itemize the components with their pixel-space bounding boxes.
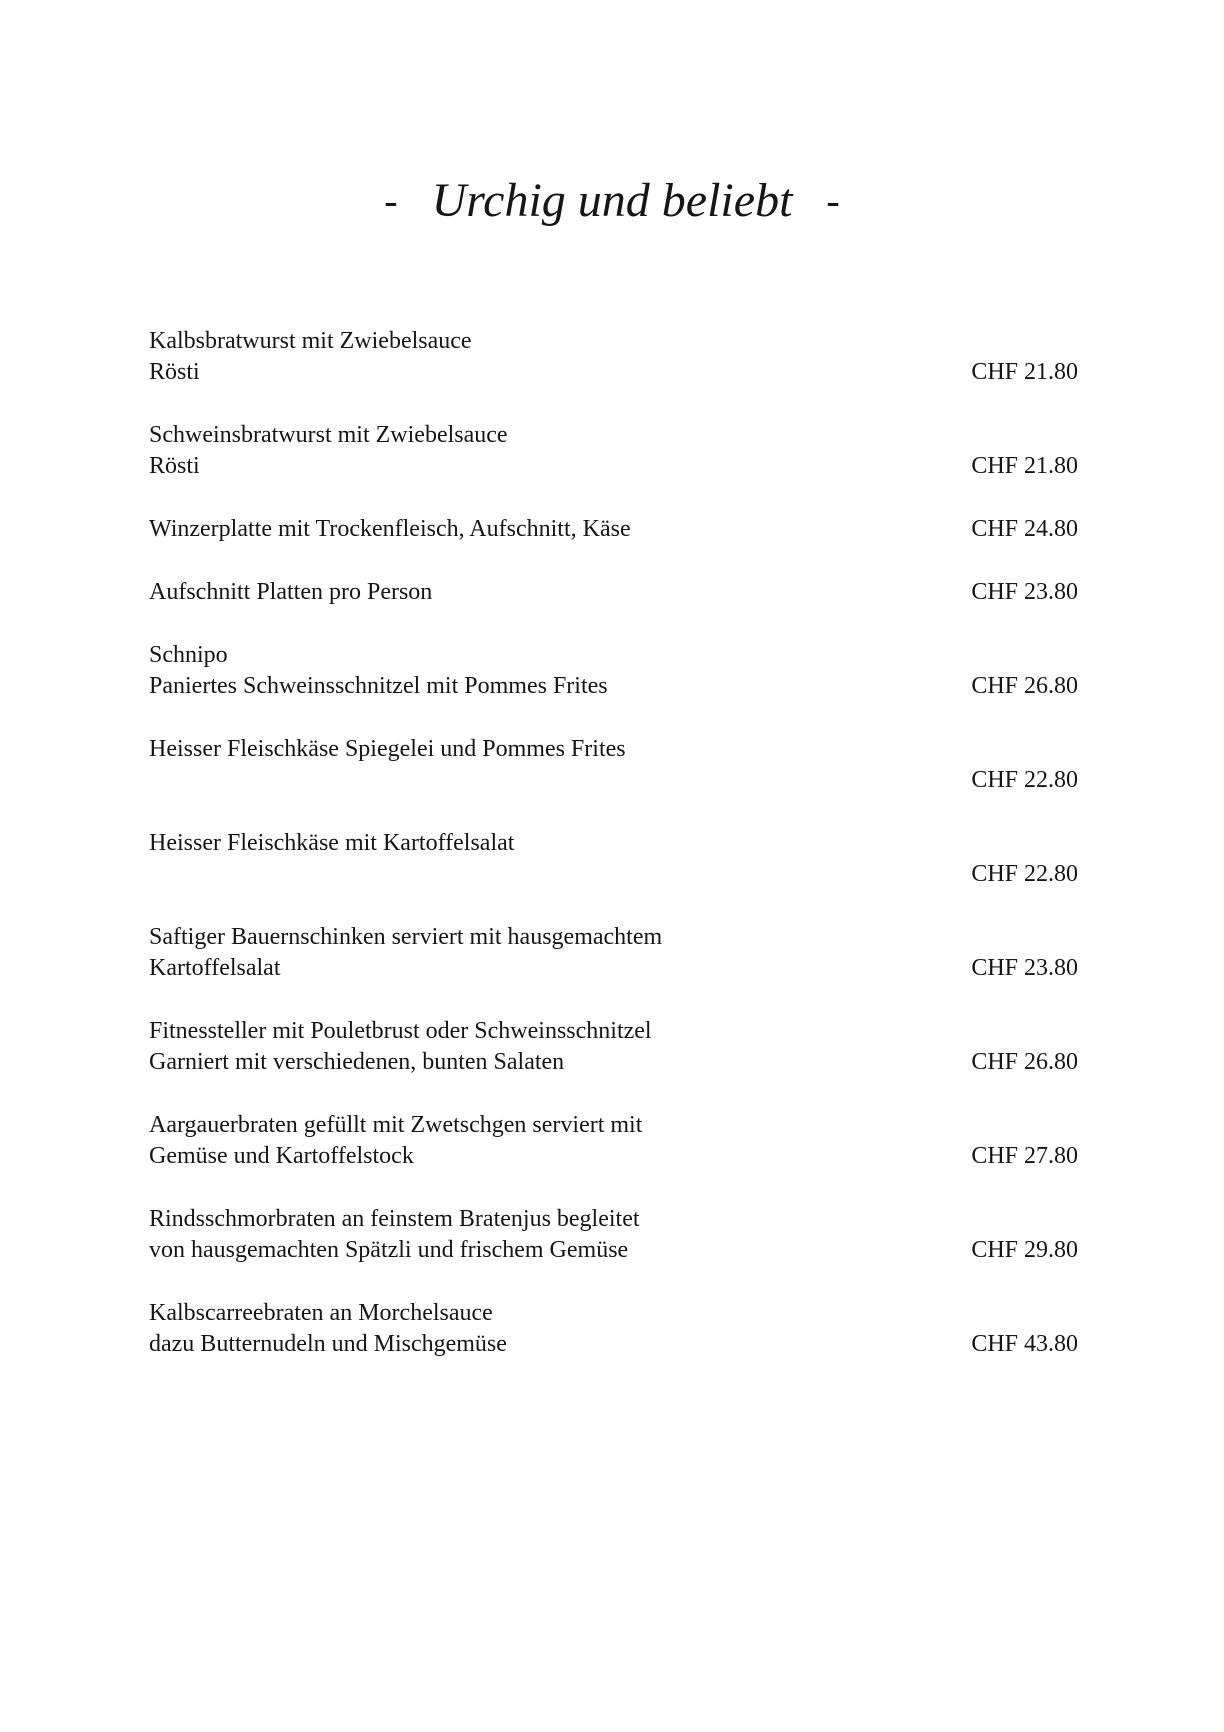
menu-item-price: CHF 22.80 xyxy=(971,766,1078,793)
menu-item-line: Aufschnitt Platten pro Person xyxy=(149,578,433,605)
menu-item-line: Heisser Fleischkäse mit Kartoffelsalat xyxy=(149,829,515,856)
menu-item-line: Winzerplatte mit Trockenfleisch, Aufschnitt, Käse xyxy=(149,515,631,542)
menu-item-line: von hausgemachten Spätzli und frischem Gemüse xyxy=(149,1236,629,1263)
menu-item xyxy=(149,1016,1078,1078)
menu-item-description xyxy=(149,922,947,984)
menu-item xyxy=(149,734,1078,796)
menu-item-line: Saftiger Bauernschinken serviert mit hausgemachtem xyxy=(149,923,663,950)
menu-item-spacer-line xyxy=(149,765,947,796)
menu-item-description xyxy=(149,734,947,796)
menu-item-line: Rösti xyxy=(149,358,200,385)
menu-item-line: Schnipo xyxy=(149,641,228,668)
menu-item xyxy=(149,326,1078,388)
menu-item-price: CHF 24.80 xyxy=(971,515,1078,542)
menu-item-price: CHF 26.80 xyxy=(971,672,1078,699)
menu-item-description xyxy=(149,640,947,702)
menu-item-line: Kartoffelsalat xyxy=(149,954,281,981)
title-text: Urchig und beliebt xyxy=(431,174,793,227)
menu-item-price: CHF 23.80 xyxy=(971,578,1078,605)
menu-item-price: CHF 21.80 xyxy=(971,358,1078,385)
menu-item xyxy=(149,922,1078,984)
menu-item xyxy=(149,1204,1078,1266)
title-dash-left: - xyxy=(384,177,398,223)
menu-item-description xyxy=(149,577,947,608)
menu-item-description xyxy=(149,1298,947,1360)
menu-item-spacer-line xyxy=(149,859,947,890)
menu-item xyxy=(149,577,1078,608)
menu-item xyxy=(149,828,1078,890)
menu-item-description xyxy=(149,326,947,388)
menu-item-line: Schweinsbratwurst mit Zwiebelsauce xyxy=(149,421,508,448)
menu-item-price: CHF 27.80 xyxy=(971,1142,1078,1169)
menu-item-price: CHF 26.80 xyxy=(971,1048,1078,1075)
menu-item-description xyxy=(149,1110,947,1172)
menu-item xyxy=(149,514,1078,545)
menu-item-line: Gemüse und Kartoffelstock xyxy=(149,1142,414,1169)
menu-item-description xyxy=(149,828,947,890)
menu-item-line: Garniert mit verschiedenen, bunten Salaten xyxy=(149,1048,565,1075)
menu-item-description xyxy=(149,514,947,545)
menu-item xyxy=(149,420,1078,482)
menu-item xyxy=(149,640,1078,702)
menu-item-line: Paniertes Schweinsschnitzel mit Pommes Frites xyxy=(149,672,608,699)
menu-item-line: Fitnessteller mit Pouletbrust oder Schweinsschnitzel xyxy=(149,1017,652,1044)
menu-item-description xyxy=(149,1016,947,1078)
title-dash-right: - xyxy=(826,177,840,223)
menu-item-line: Heisser Fleischkäse Spiegelei und Pommes Frites xyxy=(149,735,626,762)
menu-item-line: Kalbscarreebraten an Morchelsauce xyxy=(149,1299,493,1326)
menu-item-price: CHF 43.80 xyxy=(971,1330,1078,1357)
menu-item-line: Aargauerbraten gefüllt mit Zwetschgen serviert mit xyxy=(149,1111,643,1138)
menu-item-line: dazu Butternudeln und Mischgemüse xyxy=(149,1330,507,1357)
menu-item-price: CHF 23.80 xyxy=(971,954,1078,981)
menu-item xyxy=(149,1110,1078,1172)
menu-item-line: Kalbsbratwurst mit Zwiebelsauce xyxy=(149,327,472,354)
menu-item xyxy=(149,1298,1078,1360)
menu-item-price: CHF 29.80 xyxy=(971,1236,1078,1263)
menu-item-line: Rindsschmorbraten an feinstem Bratenjus begleitet xyxy=(149,1205,640,1232)
menu-list xyxy=(149,326,1078,1360)
menu-item-price: CHF 21.80 xyxy=(971,452,1078,479)
menu-item-description xyxy=(149,1204,947,1266)
menu-item-line: Rösti xyxy=(149,452,200,479)
menu-item-price: CHF 22.80 xyxy=(971,860,1078,887)
page-title xyxy=(0,172,1224,230)
menu-item-description xyxy=(149,420,947,482)
